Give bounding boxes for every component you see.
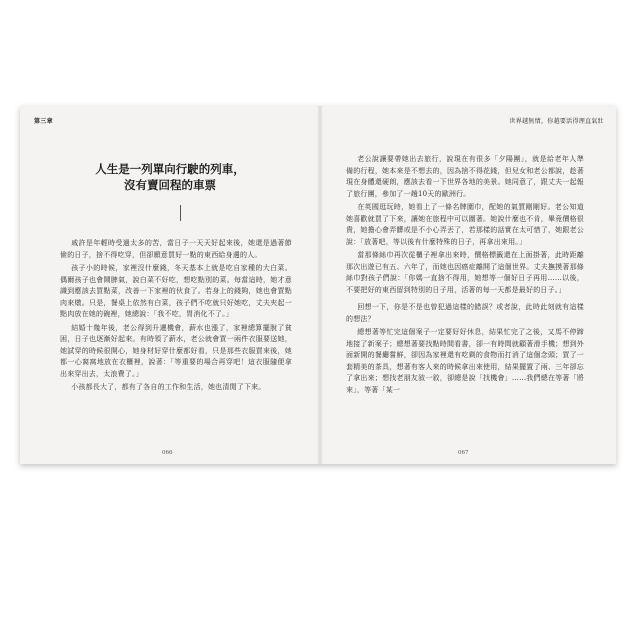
paragraph: 回想一下，你是不是也曾犯過這樣的錯誤？或者說，此時此刻就有這樣的想法？ <box>346 303 584 323</box>
right-body-text <box>346 154 584 398</box>
left-page <box>20 106 318 464</box>
title-divider <box>180 205 181 221</box>
running-head-chapter: 第三章 <box>34 118 53 125</box>
chapter-title-line-2: 沒有賣回程的車票 <box>124 178 216 192</box>
chapter-title-line-1: 人生是一列單向行駛的列車， <box>95 162 245 176</box>
page-number-left: 066 <box>162 450 173 456</box>
paragraph: 小孩都長大了，都有了各自的工作和生活，她也清閒了下來。 <box>71 383 266 391</box>
paragraph: 在英國逛玩時，她看上了一條名牌圍巾，配她的氣質剛剛好。老公知道她喜歡就買了下來，讓她在旅程中可以圍著。她說什麼也不肯，畢竟價格很貴，她擔心會弄髒或是不小心弄丟了，若那樣的話實在太可惜了，她跟老公說：「放著吧，等以後有什麼特殊的日子，再拿出來用。」 <box>346 203 584 246</box>
page-number-right: 067 <box>458 450 469 456</box>
chapter-title <box>80 161 260 193</box>
running-head-book-title: 世界越無情，你越要活得理直氣壯 <box>509 118 604 125</box>
paragraph: 當那條絲巾再次從櫃子裡拿出來時，價格標籤還在上面掛著，此時距離那次出遊已有五、六年了，而她也因癌症離開了這個世界。丈夫撫摸著那條絲巾對孩子們說：「你媽一直捨不得用，她想等一個好日子再用……以後，不要把好的東西留到特別的日子用，活著的每一天都是最好的日子。」 <box>346 251 584 294</box>
left-body-text <box>60 238 292 396</box>
paragraph: 老公說讓要帶她出去旅行，說現在有很多「夕陽團」，就是給老年人準備的行程，她本來是不想去的，因為捨不得花錢，但兒女和老公都說，趁著現在身體還硬朗，應該去看一下世界各地的美景。她同意了，跟丈夫一起報了旅行團，參加了一趟10天的歐洲行。 <box>346 155 584 198</box>
paragraph: 孩子小的時候，家裡沒什麼錢，冬天基本上就是吃自家種的大白菜。偶爾孩子也會鬧脾氣，說白菜不好吃，想吃點別的菜。每當這時，她才意識到應該去買點菜，改善一下家裡的伙食了。若身上的錢夠，她也會買點肉來燉。只是，餐桌上依然有白菜，孩子們不吃就只好她吃，丈夫夾起一點肉放在她的碗裡，她總說：「我不吃，胃消化不了。」 <box>60 264 292 318</box>
paragraph: 戚許是年輕時受過太多的苦，當日子一天天好起來後，她還是過著節儉的日子，捨不得吃穿，但卻願意買好一點的東西給身邊的人。 <box>60 239 292 259</box>
paragraph: 結婚十幾年後，老公得到升遷機會，薪水也漲了，家裡總算擺脫了貧困，日子也逐漸好起來。有時領了薪水，老公就會買一兩件衣服要送她，她試穿的時候很開心，她身材好穿什麼都好看，只是那些衣服買來後，她都一心窩窩地放在衣櫃裡，說著：「等重要的場合再穿吧！這衣服隨便拿出來穿出去，太浪費了。」 <box>60 323 292 378</box>
book-spread <box>20 106 616 464</box>
paragraph: 總想著等忙完這個案子一定要好好休息，結果忙完了之後，又馬不停蹄地接了新案子；總想著要找點時間看書，卻一有時間就顧著滑手機；想到外面新開的餐廳嘗鮮，卻因為家裡還有吃剩的食物而打消了這個念頭；買了一套精美的茶具，想著有客人來的時候拿出來使用，結果擺置了兩、三年卻忘了拿出來；想找老朋友敘一敘，卻總是說「找機會」……我們總在等著「將來」，等著「某一 <box>346 328 584 394</box>
right-page <box>318 106 616 464</box>
